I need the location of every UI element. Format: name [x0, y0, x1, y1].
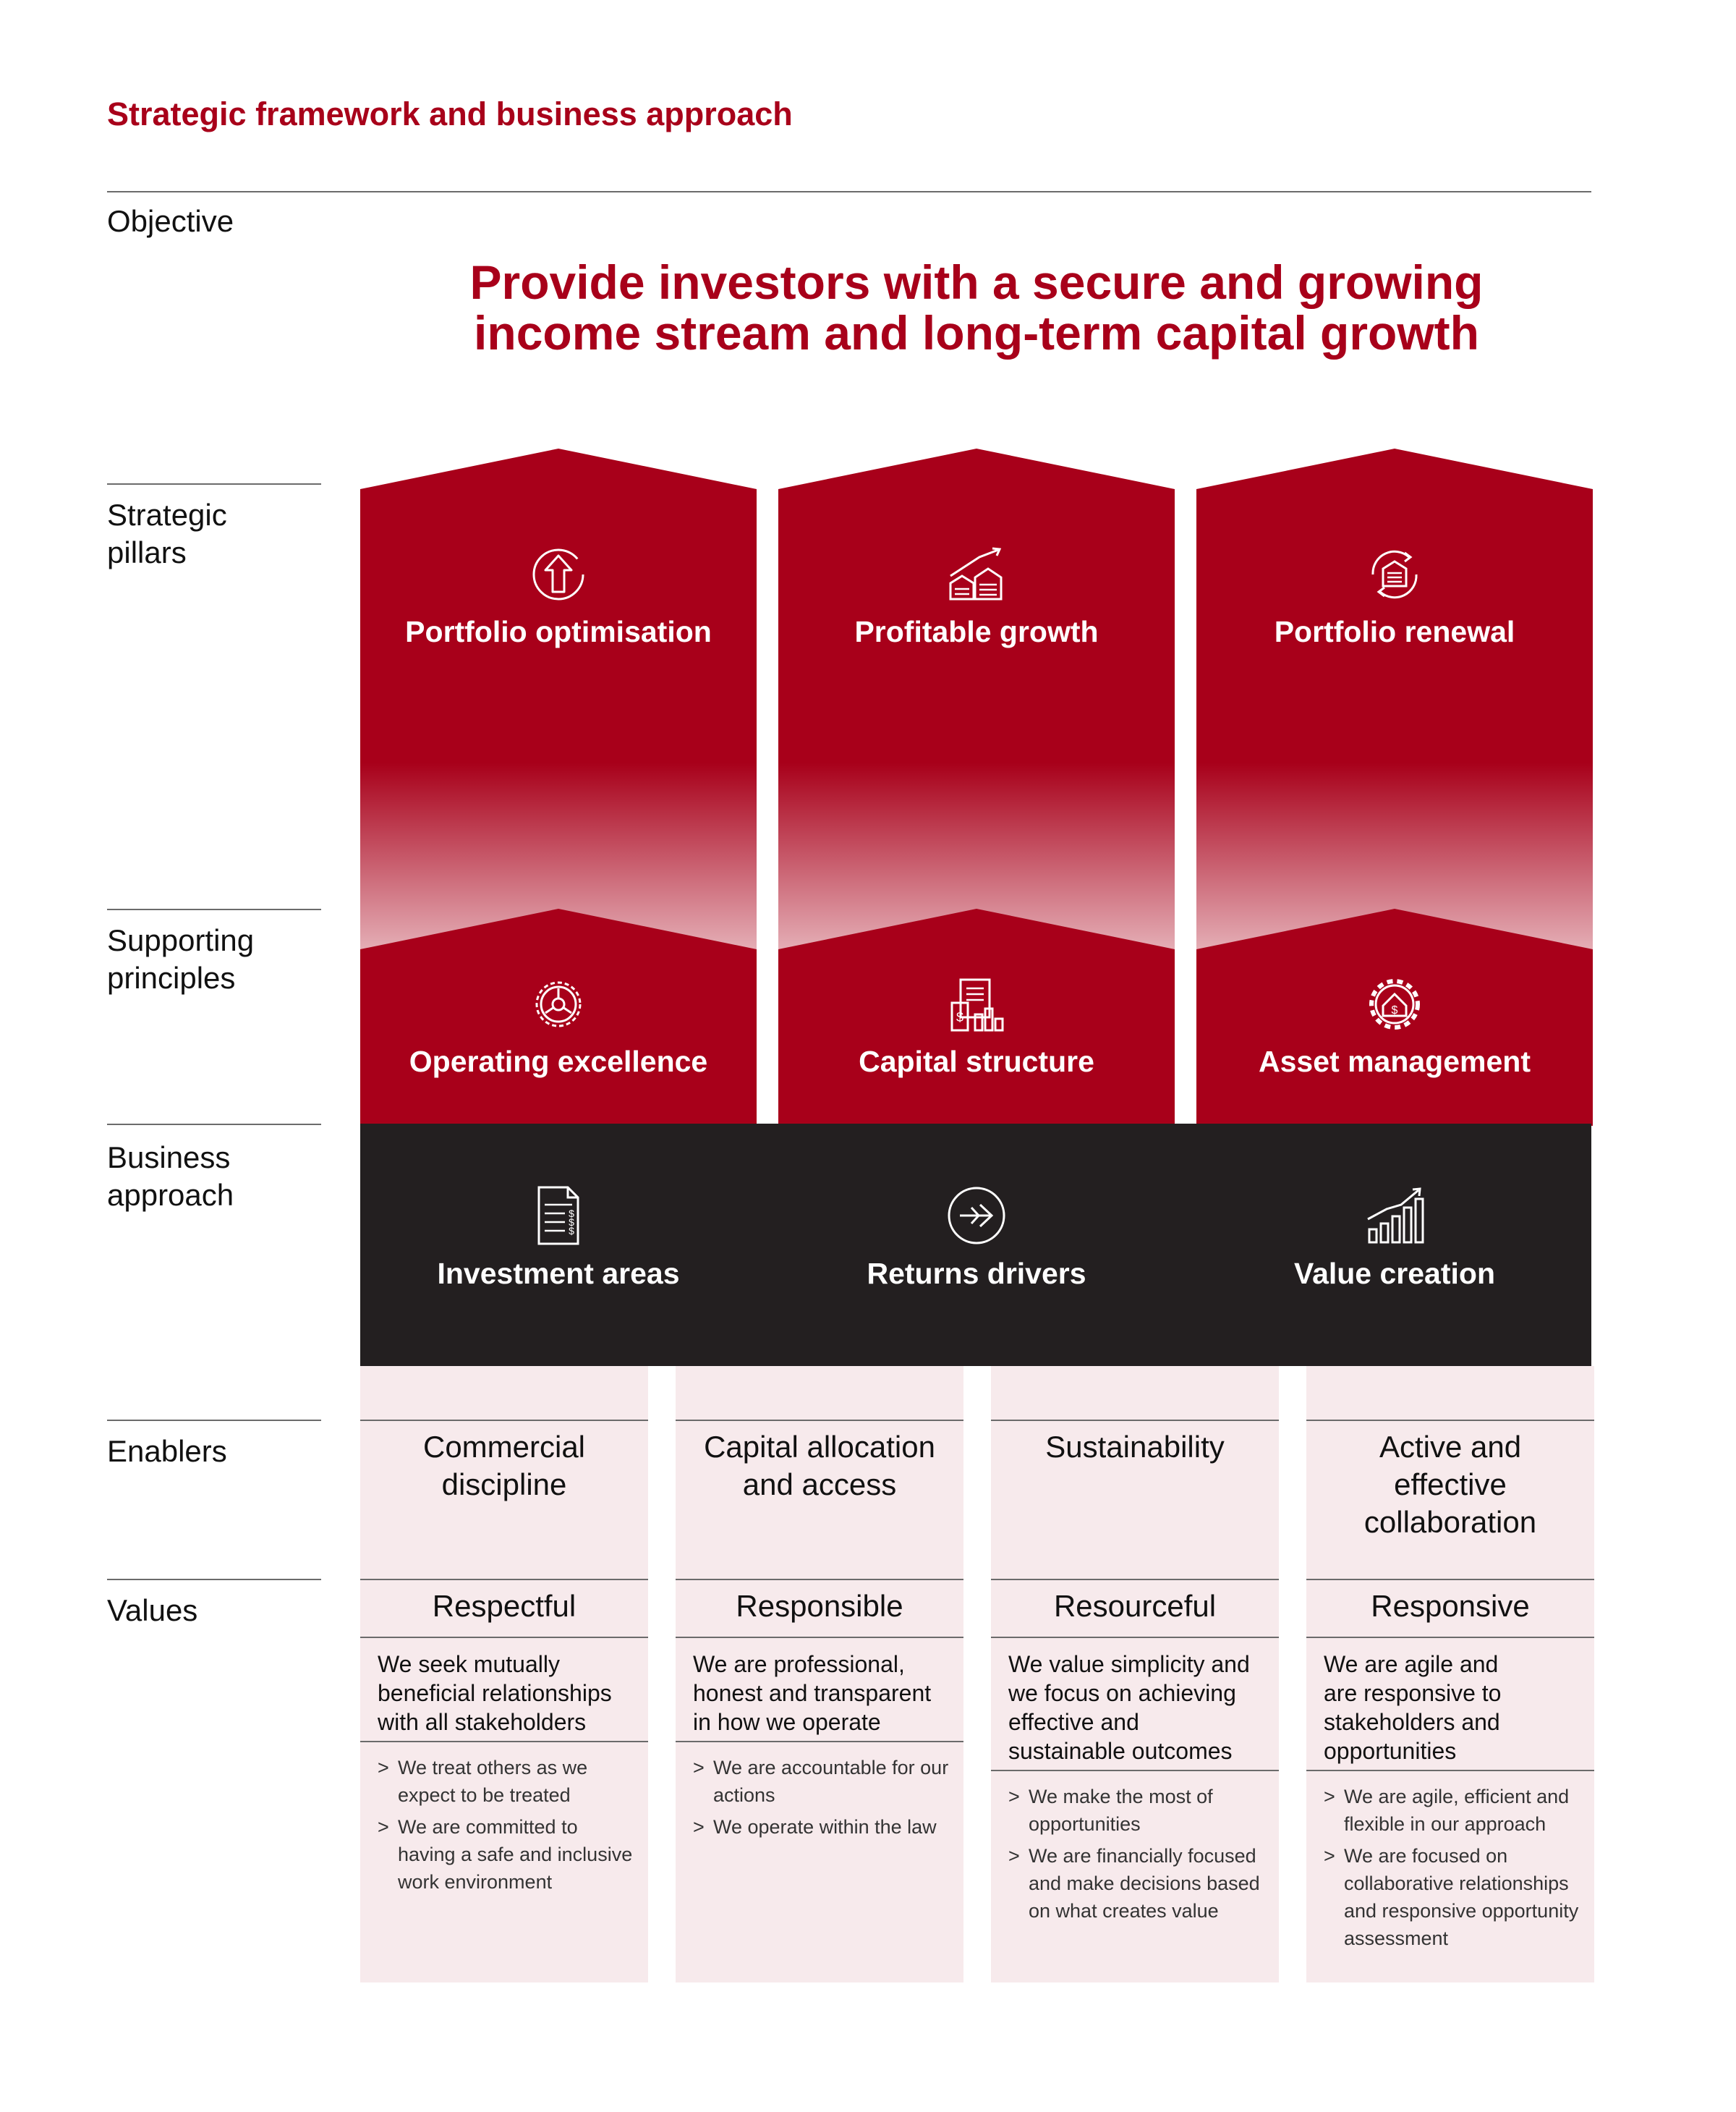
enabler-capital-allocation: [676, 1428, 963, 1504]
column-divider: [991, 1637, 1279, 1638]
value-title-responsible: Responsible: [736, 1589, 903, 1623]
value-statement: [378, 1650, 638, 1736]
pillar-shape-1: [360, 449, 757, 955]
upload-arrow-icon: [528, 544, 589, 605]
row-label-enablers: Enablers: [107, 1434, 227, 1468]
row-label-business-approach: [107, 1139, 324, 1214]
value-bullet: [1324, 1783, 1586, 1838]
enabler-line: Sustainability: [1045, 1430, 1225, 1464]
value-bullet: [378, 1754, 639, 1809]
pillar-label: Portfolio optimisation: [405, 615, 712, 648]
value-title-responsive: Responsive: [1371, 1589, 1530, 1623]
statement-line: We value simplicity and: [1008, 1651, 1250, 1677]
bullet-line: on what creates value: [1029, 1900, 1219, 1922]
enabler-collaboration: [1306, 1428, 1594, 1541]
bullet-line: > We operate within the law: [713, 1816, 937, 1838]
enabler-sustainability: [991, 1428, 1279, 1466]
value-bullet: [1008, 1842, 1270, 1925]
row-label-objective: Objective: [107, 204, 234, 238]
objective-line-1: Provide investors with a secure and growing: [469, 255, 1484, 309]
column-divider: [1306, 1770, 1594, 1771]
column-divider: [991, 1420, 1279, 1421]
gear-house-icon: [1364, 974, 1425, 1035]
row-label-values: Values: [107, 1593, 198, 1627]
pillar-label: Portfolio renewal: [1274, 615, 1515, 648]
enabler-commercial-discipline: [360, 1428, 648, 1504]
statement-line: stakeholders and: [1324, 1709, 1500, 1735]
enabler-line: discipline: [441, 1467, 567, 1501]
value-bullet: [693, 1754, 955, 1809]
divider-values: [107, 1579, 321, 1580]
row-label-line: principles: [107, 961, 236, 995]
enabler-line: Commercial: [422, 1430, 586, 1464]
value-column-respectful: [360, 1366, 648, 1982]
row-label-line: pillars: [107, 535, 187, 569]
row-label-line: Supporting: [107, 923, 255, 957]
column-divider: [360, 1637, 648, 1638]
bullet-line: opportunities: [1029, 1813, 1141, 1835]
value-bullet: [693, 1813, 955, 1841]
enabler-line: and access: [742, 1467, 897, 1501]
statement-line: We are professional,: [693, 1651, 905, 1677]
approach-label: Investment areas: [437, 1257, 680, 1290]
column-divider: [676, 1420, 963, 1421]
value-title-resourceful: Resourceful: [1053, 1589, 1217, 1623]
statement-line: with all stakeholders: [378, 1709, 587, 1735]
column-divider: [676, 1741, 963, 1742]
statement-line: in how we operate: [693, 1709, 881, 1735]
value-bullet: [378, 1813, 639, 1896]
bullet-line: > We are committed to: [398, 1816, 578, 1838]
value-bullets: [378, 1754, 639, 1900]
pillar-shape-3: [1196, 449, 1593, 955]
svg-text:$: $: [1391, 1004, 1398, 1017]
enabler-line: Active and: [1379, 1430, 1522, 1464]
approach-label: Value creation: [1293, 1257, 1495, 1290]
column-divider: [676, 1637, 963, 1638]
enabler-line: Capital allocation: [704, 1430, 935, 1464]
column-divider: [676, 1579, 963, 1580]
value-column-responsible: [676, 1366, 963, 1982]
bullet-line: work environment: [398, 1871, 553, 1893]
value-statement: [693, 1650, 953, 1736]
column-divider: [991, 1579, 1279, 1580]
pillar-shape-2: [778, 449, 1175, 955]
principle-label: Operating excellence: [409, 1045, 708, 1078]
enabler-line: effective: [1394, 1467, 1507, 1501]
divider-enablers: [107, 1420, 321, 1421]
approach-value-creation: [1192, 1183, 1597, 1291]
bullet-line: expect to be treated: [398, 1784, 571, 1806]
bar-chart-icon: [1362, 1183, 1427, 1248]
bullet-line: > We are financially focused: [1029, 1845, 1256, 1867]
svg-text:$: $: [569, 1216, 574, 1228]
pillar-profitable-growth: [778, 544, 1175, 649]
bullet-line: actions: [713, 1784, 775, 1806]
principle-label: Asset management: [1259, 1045, 1531, 1078]
value-column-responsive: [1306, 1366, 1594, 1982]
statement-line: We are agile and: [1324, 1651, 1499, 1677]
statement-line: beneficial relationships: [378, 1680, 612, 1706]
statement-line: sustainable outcomes: [1008, 1738, 1233, 1764]
bullet-line: > We treat others as we: [398, 1757, 588, 1778]
pillar-portfolio-optimisation: [360, 544, 757, 649]
bullet-line: having a safe and inclusive: [398, 1844, 633, 1865]
svg-text:$: $: [569, 1208, 574, 1219]
column-divider: [1306, 1637, 1594, 1638]
approach-returns-drivers: [774, 1183, 1179, 1291]
bullet-line: > We are focused on: [1344, 1845, 1508, 1867]
value-title-respectful: Respectful: [432, 1589, 576, 1623]
row-label-line: Strategic: [107, 498, 227, 532]
svg-text:$: $: [956, 1010, 964, 1025]
gear-icon: [528, 974, 589, 1035]
value-bullet: [1324, 1842, 1586, 1952]
value-statement: [1008, 1650, 1269, 1765]
column-divider: [360, 1741, 648, 1742]
column-divider: [1306, 1579, 1594, 1580]
bullet-line: collaborative relationships: [1344, 1873, 1569, 1894]
bullet-line: > We are agile, efficient and: [1344, 1786, 1570, 1807]
document-dollar-icon: [946, 974, 1007, 1035]
page-title: Strategic framework and business approach: [107, 96, 793, 132]
approach-label: Returns drivers: [867, 1257, 1086, 1290]
principle-capital-structure: [778, 974, 1175, 1079]
statement-line: honest and transparent: [693, 1680, 932, 1706]
statement-line: effective and: [1008, 1709, 1139, 1735]
value-bullets: [1008, 1783, 1270, 1929]
value-bullets: [693, 1754, 955, 1845]
principle-asset-management: [1196, 974, 1593, 1079]
bullet-line: > We make the most of: [1029, 1786, 1213, 1807]
statement-line: we focus on achieving: [1008, 1680, 1236, 1706]
statement-line: We seek mutually: [378, 1651, 560, 1677]
renewal-building-icon: [1364, 544, 1425, 605]
bullet-line: assessment: [1344, 1927, 1449, 1949]
value-bullet: [1008, 1783, 1270, 1838]
bullet-line: and make decisions based: [1029, 1873, 1260, 1894]
arrow-circle-icon: [944, 1183, 1009, 1248]
bullet-line: flexible in our approach: [1344, 1813, 1546, 1835]
value-statement: [1324, 1650, 1584, 1765]
row-label-line: approach: [107, 1178, 234, 1212]
enabler-line: collaboration: [1363, 1505, 1537, 1539]
pillar-label: Profitable growth: [854, 615, 1099, 648]
objective-line-2: income stream and long-term capital growth: [474, 306, 1479, 360]
column-divider: [360, 1420, 648, 1421]
value-bullets: [1324, 1783, 1586, 1956]
principle-operating-excellence: [360, 974, 757, 1079]
column-divider: [360, 1579, 648, 1580]
bullet-line: and responsive opportunity: [1344, 1900, 1579, 1922]
column-divider: [1306, 1420, 1594, 1421]
statement-line: are responsive to: [1324, 1680, 1502, 1706]
pillar-portfolio-renewal: [1196, 544, 1593, 649]
approach-investment-areas: [356, 1183, 761, 1291]
row-label-line: Business: [107, 1140, 231, 1174]
dollar-document-icon: [526, 1183, 591, 1248]
growth-buildings-icon: [946, 544, 1007, 605]
statement-line: opportunities: [1324, 1738, 1457, 1764]
value-column-resourceful: [991, 1366, 1279, 1982]
principle-label: Capital structure: [859, 1045, 1094, 1078]
bullet-line: > We are accountable for our: [713, 1757, 949, 1778]
column-divider: [991, 1770, 1279, 1771]
svg-text:$: $: [569, 1225, 574, 1237]
